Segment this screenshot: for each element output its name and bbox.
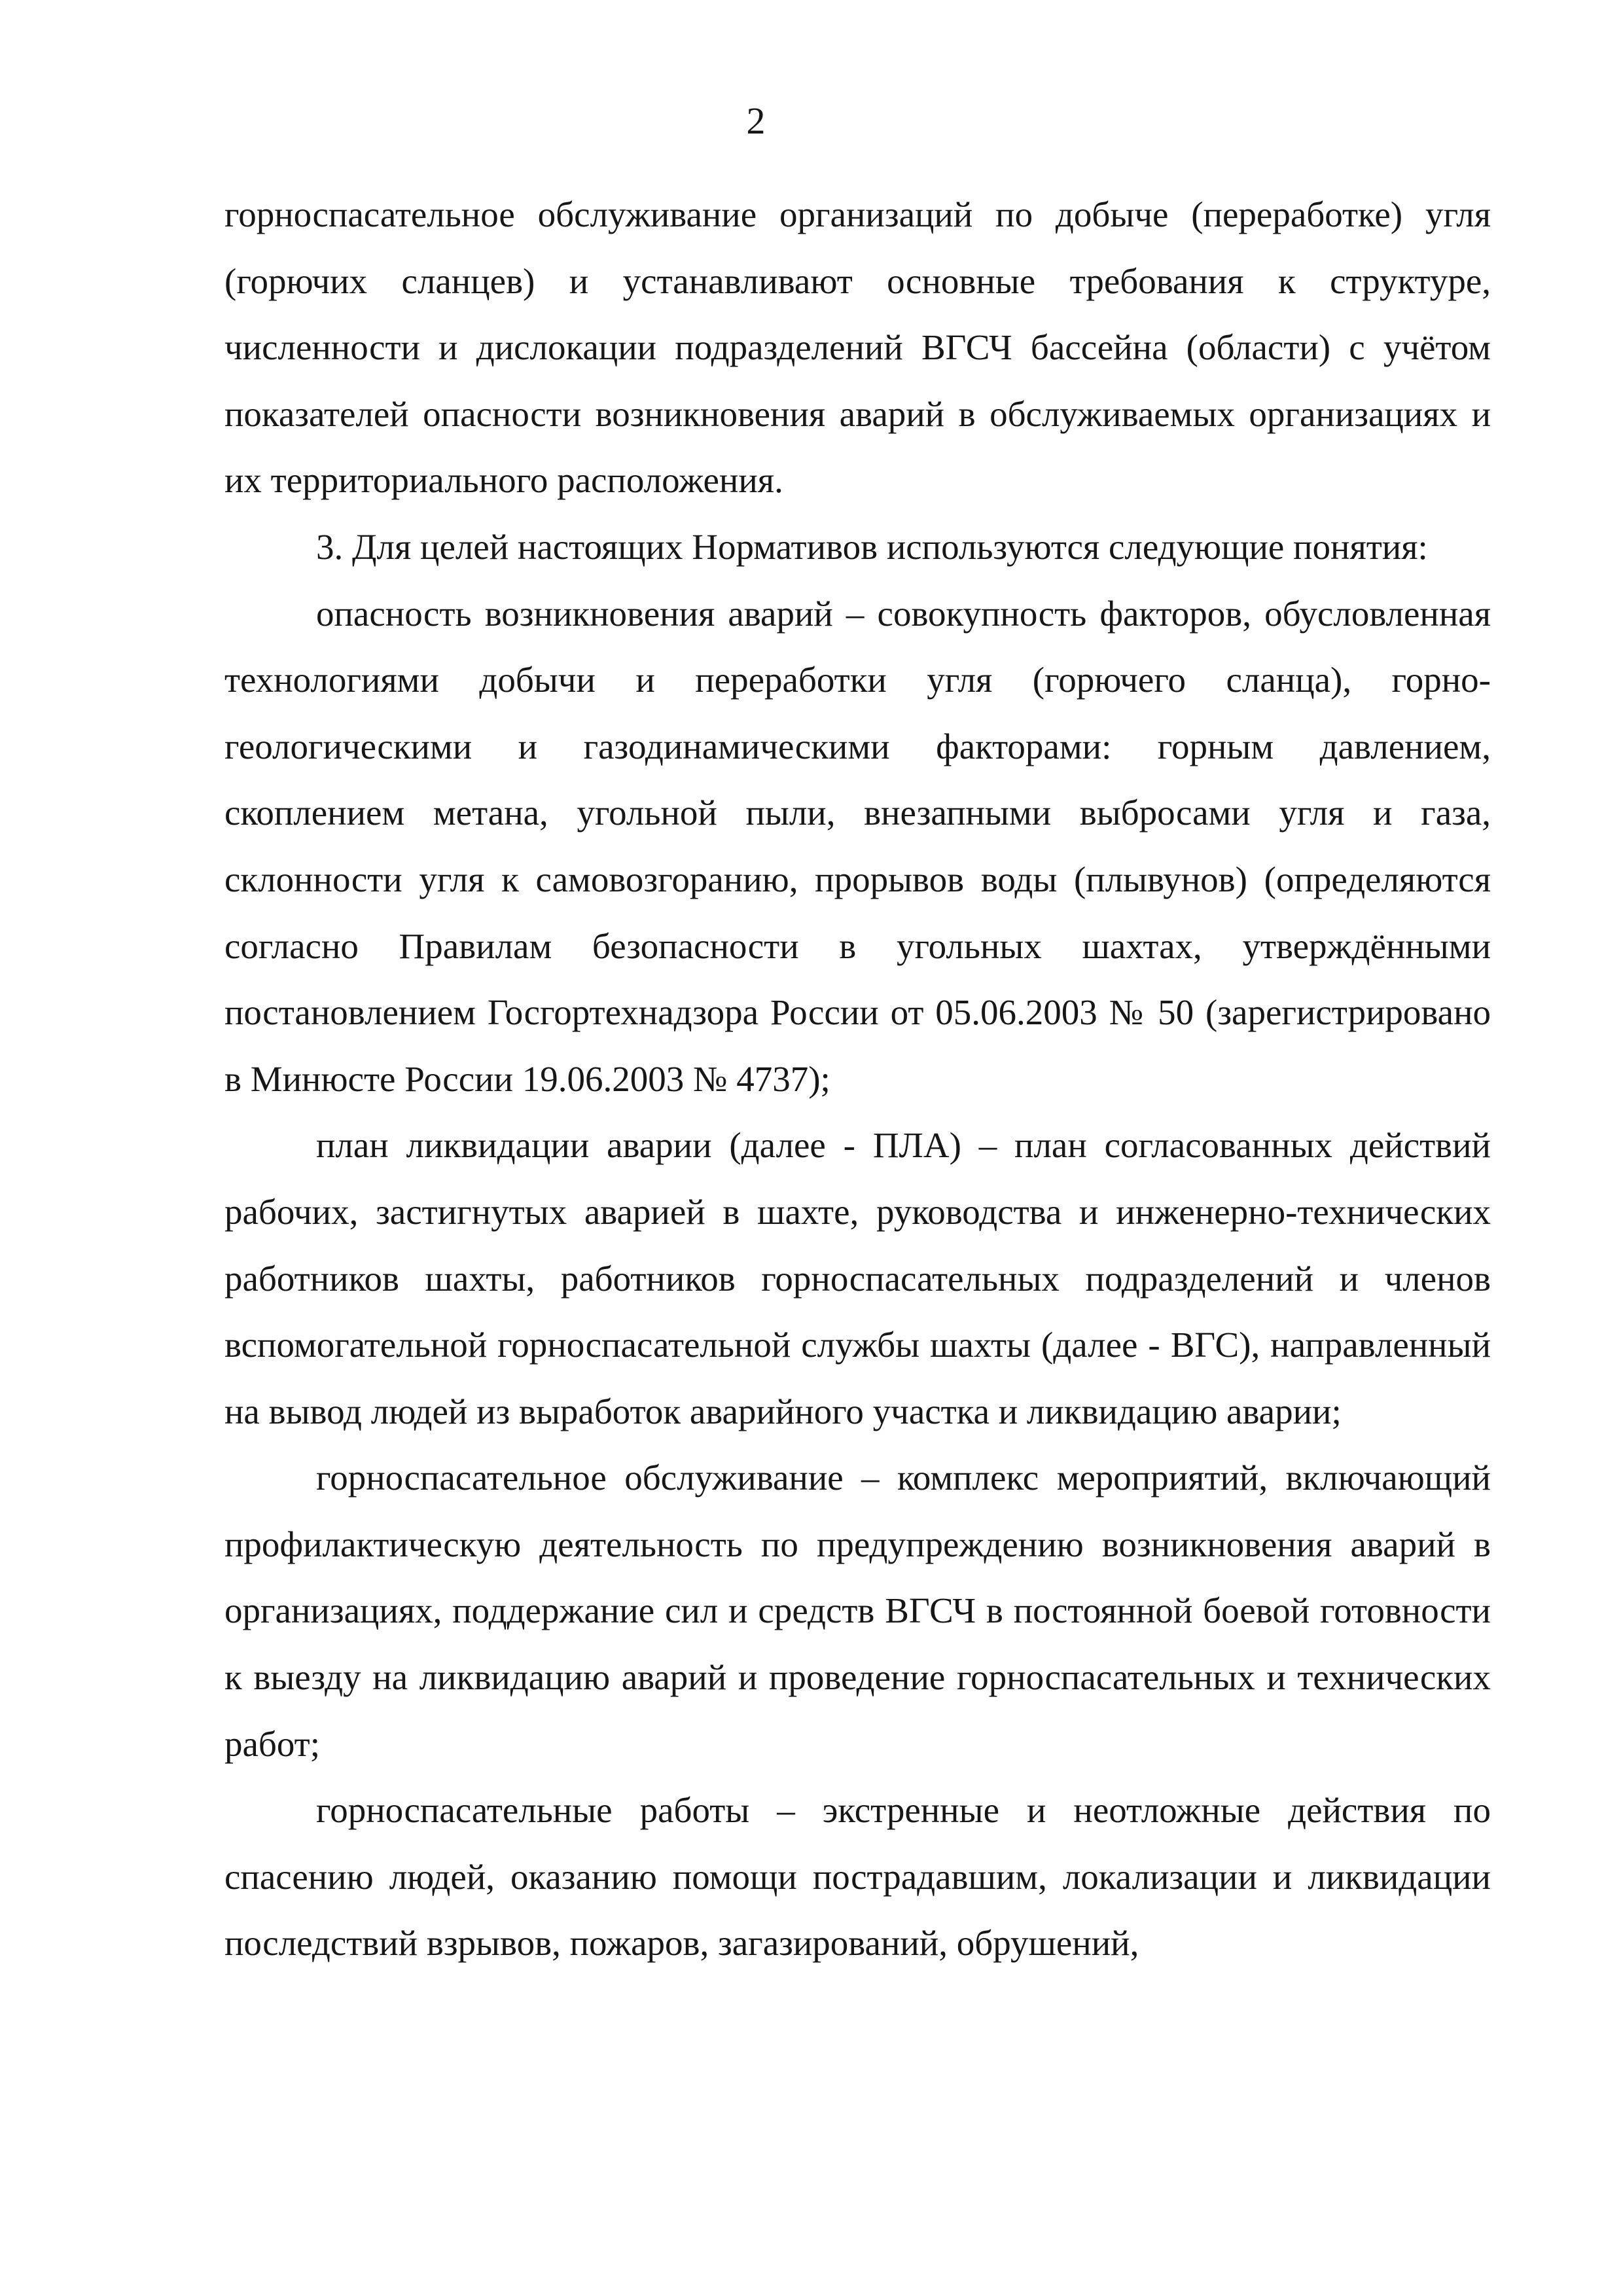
- paragraph-item-3: 3. Для целей настоящих Нормативов используются следующие понятия:: [316, 526, 1428, 567]
- paragraph-definition-mine-rescue-works: горноспасательные работы – экстренные и неотложные действия по спасению людей, оказанию помощи пострадавшим, локализации и ликвидации последствий взрывов, пожаров, загазирований, обрушений,: [224, 1790, 1491, 1964]
- paragraph-definition-pla: план ликвидации аварии (далее - ПЛА) – план согласованных действий рабочих, застигнутых аварией в шахте, руководства и инженерно-технических работников шахты, работников горноспасательных подразделений и членов вспомогательной горноспасательной службы шахты (далее - ВГС), направленный на вывод людей из выработок аварийного участка и ликвидацию аварии;: [224, 1125, 1491, 1431]
- document-body: [224, 181, 1491, 1977]
- paragraph-intro-continued: горноспасательное обслуживание организаций по добыче (переработке) угля (горючих сланцев) и устанавливают основные требования к структуре, численности и дислокации подразделений ВГСЧ бассейна (области) с учётом показателей опасности возникновения аварий в обслуживаемых организациях и их территориального расположения.: [224, 194, 1491, 501]
- paragraph-definition-mine-rescue-service: горноспасательное обслуживание – комплекс мероприятий, включающий профилактическую деятельность по предупреждению возникновения аварий в организациях, поддержание сил и средств ВГСЧ в постоянной боевой готовности к выезду на ликвидацию аварий и проведение горноспасательных и технических работ;: [224, 1458, 1491, 1764]
- page-number: 2: [746, 99, 766, 142]
- paragraph-definition-accident-hazard: опасность возникновения аварий – совокупность факторов, обусловленная технологиями добычи и переработки угля (горючего сланца), горно-геологическими и газодинамическими факторами: горным давлением, скоплением метана, угольной пыли, внезапными выбросами угля и газа, склонности угля к самовозгоранию, прорывов воды (плывунов) (определяются согласно Правилам безопасности в угольных шахтах, утверждёнными постановлением Госгортехнадзора России от 05.06.2003 № 50 (зарегистрировано в Минюсте России 19.06.2003 № 4737);: [224, 593, 1491, 1099]
